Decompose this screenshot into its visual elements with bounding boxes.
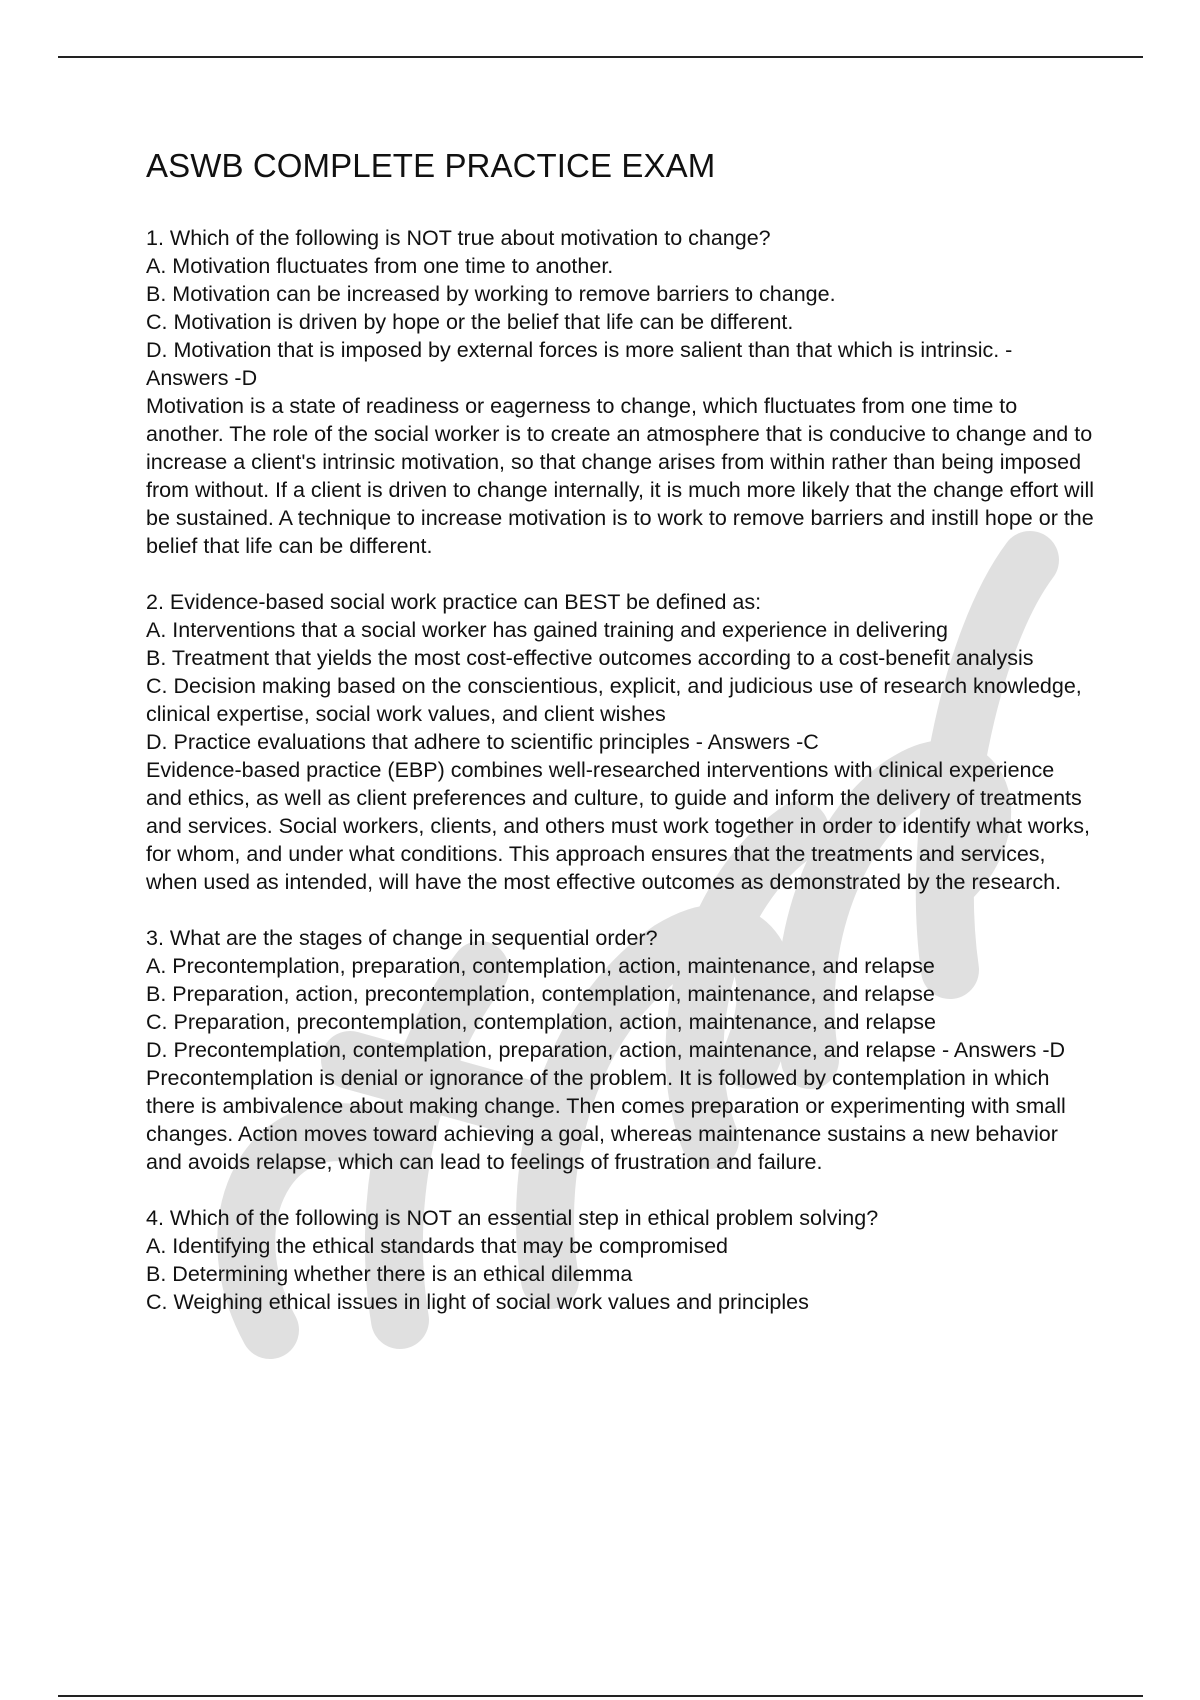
answer-option: D. Practice evaluations that adhere to scientific principles - Answers -C bbox=[146, 730, 819, 754]
question-3 bbox=[146, 924, 1096, 1176]
document-title: ASWB COMPLETE PRACTICE EXAM bbox=[146, 147, 716, 184]
answer-explanation: Precontemplation is denial or ignorance of the problem. It is followed by contemplation in which there is ambivalence about making change. Then comes preparation or experimenting with small changes. Action moves toward achieving a goal, whereas maintenance sustains a new behavior and avoids relapse, which can lead to feelings of frustration and failure. bbox=[146, 1066, 1066, 1174]
answer-option: B. Determining whether there is an ethical dilemma bbox=[146, 1262, 633, 1286]
document-body bbox=[146, 140, 1096, 1344]
answer-option: D. Motivation that is imposed by external forces is more salient than that which is intrinsic. - Answers -D bbox=[146, 338, 1013, 390]
answer-option: C. Motivation is driven by hope or the belief that life can be different. bbox=[146, 310, 794, 334]
answer-option: C. Weighing ethical issues in light of social work values and principles bbox=[146, 1290, 809, 1314]
answer-option: C. Preparation, precontemplation, contemplation, action, maintenance, and relapse bbox=[146, 1010, 936, 1034]
answer-option: D. Precontemplation, contemplation, preparation, action, maintenance, and relapse - Answers -D bbox=[146, 1038, 1066, 1062]
question-stem: 4. Which of the following is NOT an essential step in ethical problem solving? bbox=[146, 1206, 879, 1230]
answer-option: A. Identifying the ethical standards that may be compromised bbox=[146, 1234, 729, 1258]
question-4 bbox=[146, 1204, 1096, 1316]
answer-option: C. Decision making based on the conscientious, explicit, and judicious use of research knowledge, clinical expertise, social work values, and client wishes bbox=[146, 674, 1082, 726]
answer-option: B. Preparation, action, precontemplation, contemplation, maintenance, and relapse bbox=[146, 982, 935, 1006]
answer-explanation: Motivation is a state of readiness or eagerness to change, which fluctuates from one time to another. The role of the social worker is to create an atmosphere that is conducive to change and to increase a client's intrinsic motivation, so that change arises from within rather than being imposed from without. If a client is driven to change internally, it is much more likely that the change effort will be sustained. A technique to increase motivation is to work to remove barriers and instill hope or the belief that life can be different. bbox=[146, 394, 1095, 558]
top-rule bbox=[58, 56, 1143, 58]
question-stem: 3. What are the stages of change in sequential order? bbox=[146, 926, 658, 950]
answer-option: A. Motivation fluctuates from one time to another. bbox=[146, 254, 614, 278]
answer-explanation: Evidence-based practice (EBP) combines well-researched interventions with clinical experience and ethics, as well as client preferences and culture, to guide and inform the delivery of treatments and services. Social workers, clients, and others must work together in order to identify what works, for whom, and under what conditions. This approach ensures that the treatments and services, when used as intended, will have the most effective outcomes as demonstrated by the research. bbox=[146, 758, 1091, 894]
question-2 bbox=[146, 588, 1096, 896]
answer-option: B. Motivation can be increased by working to remove barriers to change. bbox=[146, 282, 836, 306]
question-stem: 1. Which of the following is NOT true about motivation to change? bbox=[146, 226, 771, 250]
answer-option: A. Interventions that a social worker has gained training and experience in delivering bbox=[146, 618, 948, 642]
question-1 bbox=[146, 224, 1096, 560]
answer-option: A. Precontemplation, preparation, contemplation, action, maintenance, and relapse bbox=[146, 954, 935, 978]
question-stem: 2. Evidence-based social work practice can BEST be defined as: bbox=[146, 590, 762, 614]
bottom-rule bbox=[58, 1695, 1143, 1697]
answer-option: B. Treatment that yields the most cost-effective outcomes according to a cost-benefit analysis bbox=[146, 646, 1034, 670]
